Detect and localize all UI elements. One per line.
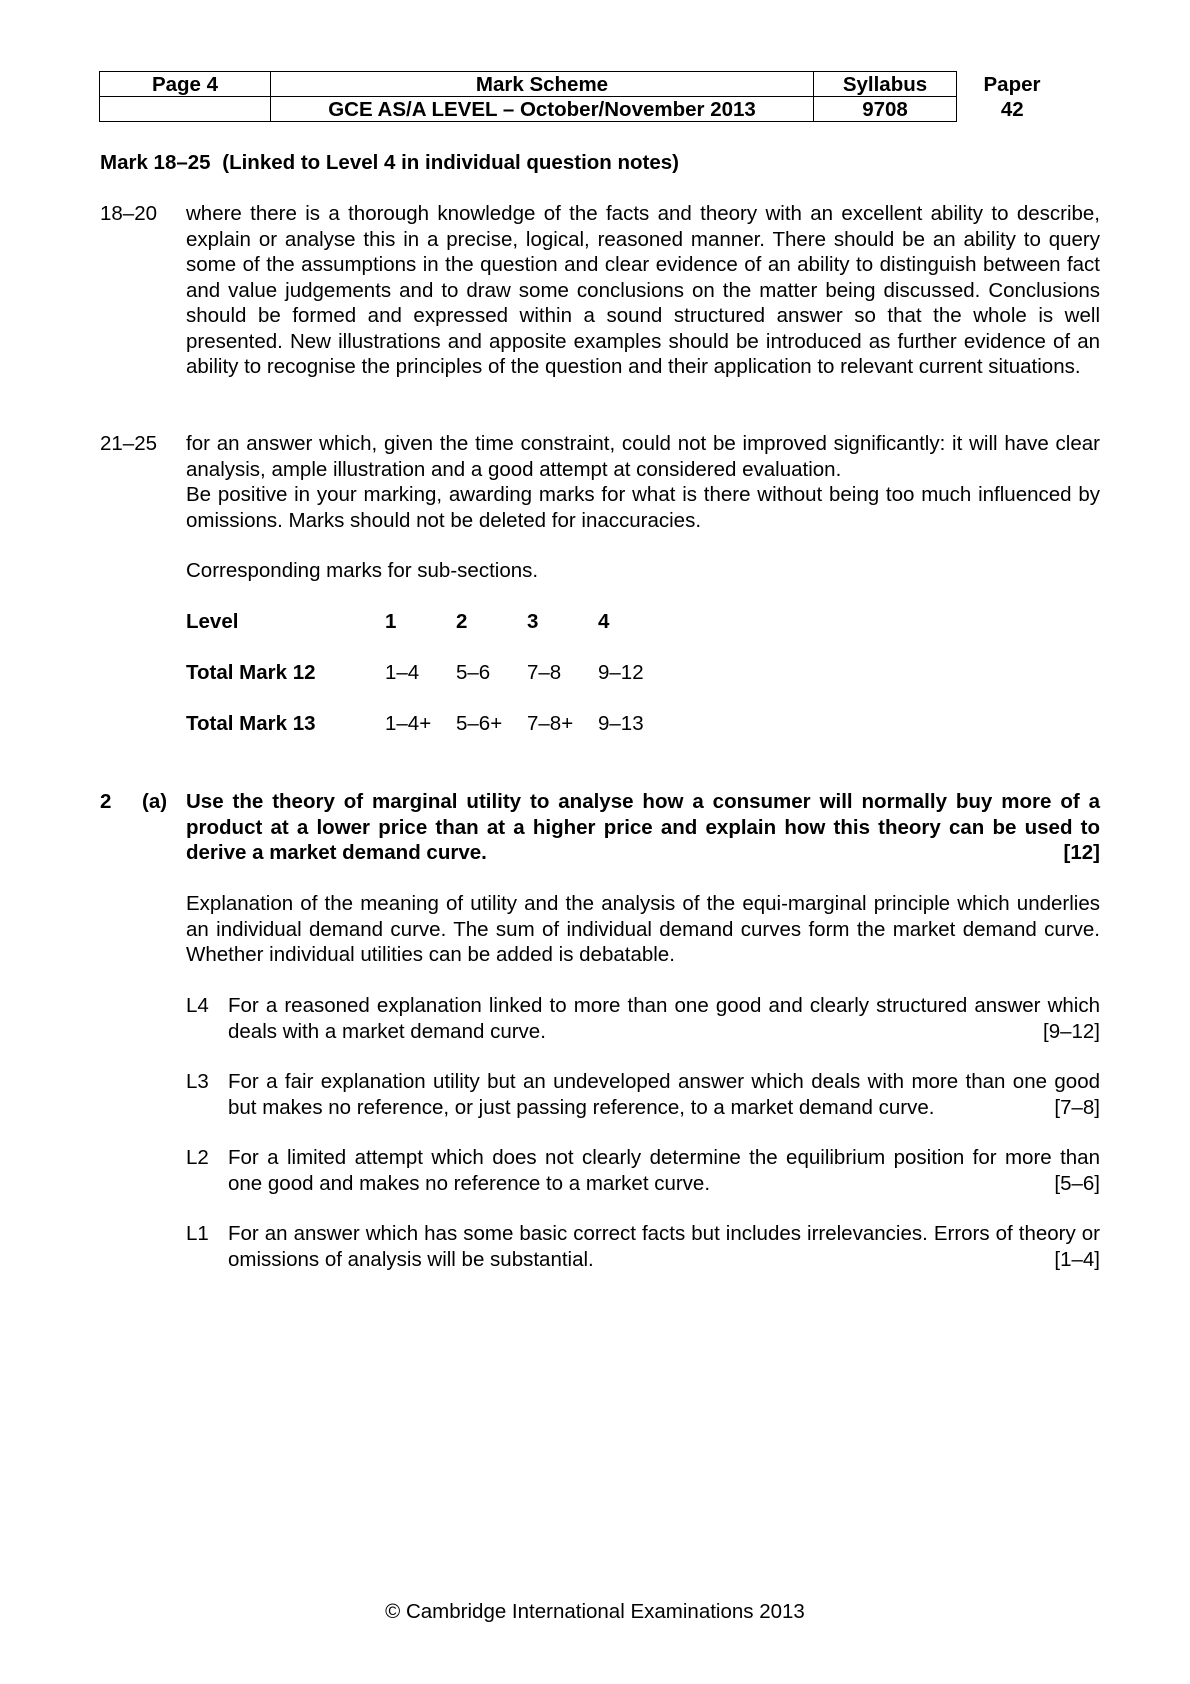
level-code-l2: L2 [186,1146,209,1169]
mark-band-heading [100,150,679,176]
level-code-l3: L3 [186,1070,209,1093]
level-code-l1: L1 [186,1222,209,1245]
level-l1-block [228,1221,1100,1272]
level-l2-marks: [5–6] [1054,1171,1100,1195]
level-label: Level [186,610,239,633]
question-explanation: Explanation of the meaning of utility and the analysis of the equi-marginal principle which underlies an individual demand curve. The sum of individual demand curves form the market demand curve. Whether individual utilities can be added is debatable. [186,892,1100,966]
band-text-21-25: for an answer which, given the time constraint, could not be improved significantly: it will have clear analysis, ample illustration and a good attempt at considered evaluation. [186,432,1100,481]
paper-number: 42 [1000,97,1024,121]
copyright-footer: © Cambridge International Examinations 2013 [385,1600,805,1623]
level-4: 4 [598,610,610,633]
level-l3-block [228,1069,1100,1120]
row-value: 7–8+ [527,712,574,735]
level-code-l4: L4 [186,994,209,1017]
corresponding-note: Corresponding marks for sub-sections. [186,559,539,582]
level-l2-block [228,1145,1100,1196]
level-l4-text: For a reasoned explanation linked to more than one good and clearly structured answer which deals with a market demand curve. [228,994,1100,1043]
band-text-21-25-note: Be positive in your marking, awarding marks for what is there without being too much influenced by omissions. Marks should not be deleted for inaccuracies. [186,483,1100,532]
row-label: Total Mark 12 [186,661,316,684]
level-l2-text: For a limited attempt which does not clearly determine the equilibrium position for more than one good and makes no reference to a market curve. [228,1146,1100,1195]
question-number: 2 [100,790,112,813]
level-l3-marks: [7–8] [1054,1095,1100,1119]
syllabus-code: 9708 [814,97,957,122]
level-l1-marks: [1–4] [1054,1247,1100,1271]
row-value: 5–6+ [456,712,503,735]
level-1: 1 [385,610,397,633]
level-2: 2 [456,610,468,633]
question-marks: [12] [1063,841,1100,864]
question-text: Use the theory of marginal utility to analyse how a consumer will normally buy more of a product at a lower price than at a higher price and explain how this theory can be used to derive a market demand curve. [186,790,1100,864]
band-text-18-20: where there is a thorough knowledge of the facts and theory with an excellent ability to describe, explain or analyse this in a precise, logical, reasoned manner. There should be an ability to query some of the assumptions in the question and clear evidence of an ability to distinguish between fact and value judgements and to draw some conclusions on the matter being discussed. Conclusions should be formed and expressed within a sound structured answer so that the whole is well presented. New illustrations and apposite examples should be introduced as further evidence of an ability to recognise the principles of the question and their application to relevant current situations. [186,202,1100,378]
band-range-18-20: 18–20 [100,202,158,225]
empty-cell [100,97,271,122]
question-text-block [186,789,1100,866]
level-l4-block [228,993,1100,1044]
level-l1-text: For an answer which has some basic correct facts but includes irrelevancies. Errors of theory or omissions of analysis will be substantial. [228,1222,1100,1271]
question-part: (a) [142,790,168,813]
band-range-21-25: 21–25 [100,432,158,455]
paper-label: Paper [983,72,1041,96]
row-value: 9–13 [598,712,644,735]
page-label: Page 4 [100,72,271,97]
doc-subtitle: GCE AS/A LEVEL – October/November 2013 [271,97,814,122]
level-3: 3 [527,610,539,633]
syllabus-label: Syllabus [814,72,957,97]
level-l4-marks: [9–12] [1043,1019,1100,1043]
row-value: 7–8 [527,661,562,684]
row-value: 5–6 [456,661,491,684]
doc-title: Mark Scheme [271,72,814,97]
mark-band-range: Mark 18–25 [100,151,211,174]
row-value: 1–4 [385,661,420,684]
row-label: Total Mark 13 [186,712,316,735]
header-table [99,71,1068,122]
row-value: 1–4+ [385,712,432,735]
row-value: 9–12 [598,661,644,684]
mark-band-heading-text: (Linked to Level 4 in individual question notes) [222,151,680,174]
level-l3-text: For a fair explanation utility but an undeveloped answer which deals with more than one good but makes no reference, or just passing reference, to a market demand curve. [228,1070,1100,1119]
